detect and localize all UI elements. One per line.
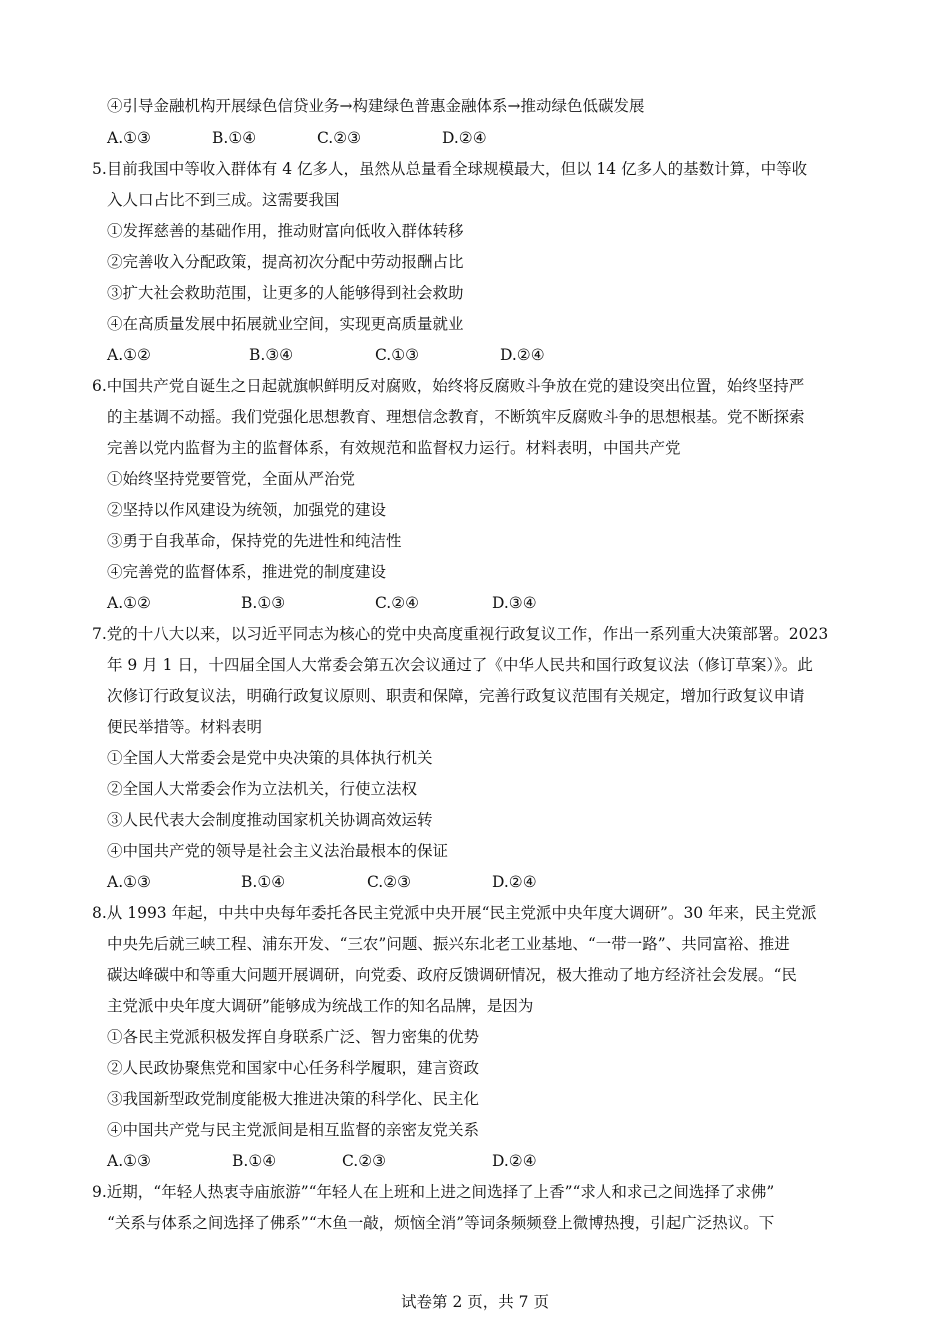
option-c: C.①③ [375, 346, 420, 364]
option-d: D.②④ [500, 346, 545, 364]
q5-stem-line-2: 入人口占比不到三成。这需要我国 [107, 191, 340, 209]
option-d: D.③④ [492, 594, 537, 612]
option-b: B.①④ [232, 1152, 277, 1170]
q6-item-1: ①始终坚持党要管党，全面从严治党 [107, 470, 356, 488]
q7-item-1: ①全国人大常委会是党中央决策的具体执行机关 [107, 749, 433, 767]
q6-stem-line-2: 的主基调不动摇。我们党强化思想教育、理想信念教育，不断筑牢反腐败斗争的思想根基。党不断探索 [107, 408, 805, 426]
q5-item-2: ②完善收入分配政策，提高初次分配中劳动报酬占比 [107, 253, 464, 271]
q5-item-4: ④在高质量发展中拓展就业空间，实现更高质量就业 [107, 315, 464, 333]
option-b: B.③④ [249, 346, 294, 364]
option-c: C.②③ [342, 1152, 387, 1170]
option-a: A.①② [107, 346, 151, 364]
q6-stem-line-3: 完善以党内监督为主的监督体系，有效规范和监督权力运行。材料表明，中国共产党 [107, 439, 681, 457]
q7-item-2: ②全国人大常委会作为立法机关，行使立法权 [107, 780, 418, 798]
option-b: B.①③ [241, 594, 286, 612]
q8-stem-line-3: 碳达峰碳中和等重大问题开展调研，向党委、政府反馈调研情况，极大推动了地方经济社会发展。“民 [107, 966, 797, 984]
option-d: D.②④ [492, 1152, 537, 1170]
q8-stem-line-1: 8.从 1993 年起，中共中央每年委托各民主党派中央开展“民主党派中央年度大调研”。30 年来，民主党派 [92, 904, 817, 922]
option-d: D.②④ [442, 129, 487, 147]
option-a: A.①③ [107, 1152, 151, 1170]
q7-stem-line-1: 7.党的十八大以来，以习近平同志为核心的党中央高度重视行政复议工作，作出一系列重大决策部署。2023 [92, 625, 829, 643]
q9-stem-line-1: 9.近期，“年轻人热衷寺庙旅游”“年轻人在上班和上进之间选择了上香”“求人和求己之间选择了求佛” [92, 1183, 775, 1201]
option-c: C.②④ [375, 594, 420, 612]
q5-item-1: ①发挥慈善的基础作用，推动财富向低收入群体转移 [107, 222, 464, 240]
q7-item-3: ③人民代表大会制度推动国家机关协调高效运转 [107, 811, 433, 829]
q8-stem-line-2: 中央先后就三峡工程、浦东开发、“三农”问题、振兴东北老工业基地、“一带一路”、共同富裕、推进 [107, 935, 790, 953]
q7-item-4: ④中国共产党的领导是社会主义法治最根本的保证 [107, 842, 449, 860]
page-footer: 试卷第 2 页，共 7 页 [401, 1293, 549, 1311]
option-b: B.①④ [212, 129, 257, 147]
option-a: A.①③ [107, 873, 151, 891]
q7-stem-line-3: 次修订行政复议法，明确行政复议原则、职责和保障，完善行政复议范围有关规定，增加行政复议申请 [107, 687, 805, 705]
option-a: A.①② [107, 594, 151, 612]
q9-stem-line-2: “关系与体系之间选择了佛系”“木鱼一敲，烦恼全消”等词条频频登上微博热搜，引起广泛热议。下 [107, 1214, 775, 1232]
q8-item-1: ①各民主党派积极发挥自身联系广泛、智力密集的优势 [107, 1028, 480, 1046]
q7-stem-line-4: 便民举措等。材料表明 [107, 718, 263, 736]
q6-item-4: ④完善党的监督体系，推进党的制度建设 [107, 563, 387, 581]
option-a: A.①③ [107, 129, 151, 147]
q6-item-3: ③勇于自我革命，保持党的先进性和纯洁性 [107, 532, 402, 550]
q8-item-2: ②人民政协聚焦党和国家中心任务科学履职，建言资政 [107, 1059, 480, 1077]
q8-item-3: ③我国新型政党制度能极大推进决策的科学化、民主化 [107, 1090, 480, 1108]
q7-stem-line-2: 年 9 月 1 日，十四届全国人大常委会第五次会议通过了《中华人民共和国行政复议法（修订草案）》。此 [107, 656, 813, 674]
q8-item-4: ④中国共产党与民主党派间是相互监督的亲密友党关系 [107, 1121, 480, 1139]
q4-item-4: ④引导金融机构开展绿色信贷业务→构建绿色普惠金融体系→推动绿色低碳发展 [107, 97, 645, 115]
option-c: C.②③ [317, 129, 362, 147]
option-b: B.①④ [241, 873, 286, 891]
q6-item-2: ②坚持以作风建设为统领，加强党的建设 [107, 501, 387, 519]
q5-item-3: ③扩大社会救助范围，让更多的人能够得到社会救助 [107, 284, 464, 302]
q8-stem-line-4: 主党派中央年度大调研”能够成为统战工作的知名品牌，是因为 [107, 997, 534, 1015]
q6-stem-line-1: 6.中国共产党自诞生之日起就旗帜鲜明反对腐败，始终将反腐败斗争放在党的建设突出位置，始终坚持严 [92, 377, 805, 395]
q5-stem-line-1: 5.目前我国中等收入群体有 4 亿多人，虽然从总量看全球规模最大，但以 14 亿多人的基数计算，中等收 [92, 160, 808, 178]
option-c: C.②③ [367, 873, 412, 891]
option-d: D.②④ [492, 873, 537, 891]
